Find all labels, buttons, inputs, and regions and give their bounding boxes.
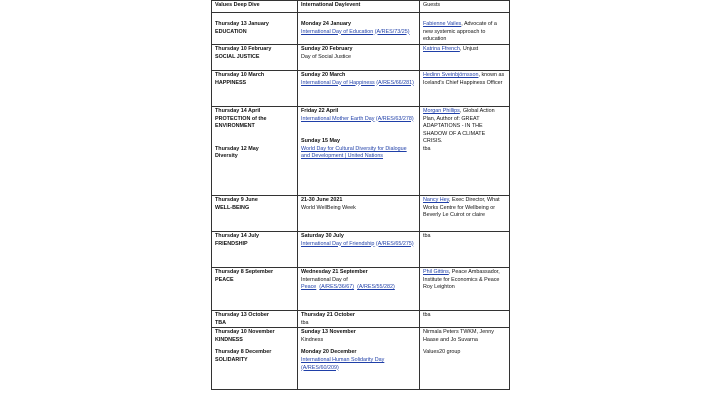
header-label: Values Deep Dive: [215, 2, 260, 8]
value-cell: [212, 71, 298, 107]
value-name: EDUCATION: [215, 28, 247, 35]
guest-link[interactable]: Katrina Ffrench: [423, 46, 460, 52]
day-cell: [298, 107, 420, 196]
resolution-link[interactable]: (A/RES/65/275): [375, 240, 414, 247]
day-link[interactable]: International Day of Friendship: [301, 240, 375, 247]
value-date: Thursday 10 February: [215, 46, 272, 52]
value-cell: [212, 196, 298, 232]
table-row: [212, 268, 510, 311]
guest-cell: [420, 107, 510, 196]
value-cell: [212, 45, 298, 71]
day-cell: [298, 232, 420, 268]
day-cell: [298, 196, 420, 232]
header-label: International Day/event: [301, 2, 361, 8]
day-date: 21-30 June 2021: [301, 197, 343, 203]
day-link[interactable]: International Human Solidarity Day: [301, 356, 385, 363]
value-date: Thursday 8 December: [215, 349, 272, 356]
value-cell: [212, 328, 298, 390]
value-name: PROTECTION of the ENVIRONMENT: [215, 115, 267, 130]
day-cell: [298, 268, 420, 311]
guest-text: , Advocate of a new systemic approach to education: [423, 21, 497, 43]
day-link[interactable]: International Day of Happiness: [301, 79, 375, 86]
day-date: Sunday 13 November: [301, 329, 356, 336]
table-row: [212, 13, 510, 45]
guest-cell: [420, 268, 510, 311]
value-cell: [212, 13, 298, 45]
resolution-link[interactable]: (A/RES/63/278): [375, 115, 414, 122]
value-cell: [212, 311, 298, 328]
header-international-day: [298, 1, 420, 13]
day-text: tba: [301, 319, 309, 326]
day-date: Sunday 20 February: [301, 46, 353, 52]
day-text: International Day of: [301, 276, 348, 283]
table-row: [212, 328, 510, 390]
day-text: Day of Social Justice: [301, 53, 352, 60]
value-name: KINDNESS: [215, 336, 243, 343]
header-values-deep-dive: [212, 1, 298, 13]
guest-text: tba: [423, 145, 431, 152]
day-text: World WellBeing Week: [301, 204, 356, 211]
day-cell: [298, 71, 420, 107]
guest-text: Beverly Le Cuirot or claire: [423, 212, 486, 219]
header-row: [212, 1, 510, 13]
day-date: Monday 24 January: [301, 21, 352, 27]
guest-link[interactable]: Nancy Hey: [423, 197, 449, 203]
guest-link[interactable]: Morgan Phillips: [423, 108, 460, 114]
day-link[interactable]: World Day for Cultural Diversity for Dialogue and Development | United Nations: [301, 145, 407, 160]
guest-cell: [420, 232, 510, 268]
resolution-link[interactable]: (A/RES/55/282): [357, 284, 395, 291]
value-name: Diversity: [215, 153, 238, 160]
guest-text: , Unjust: [459, 46, 479, 52]
value-name: PEACE: [215, 276, 234, 283]
day-text: Kindness: [301, 336, 324, 343]
value-date: Thursday 14 April: [215, 108, 261, 114]
guest-text: , known as Iceland's Chief Happiness Officer: [423, 72, 505, 86]
guest-text: Nirmala Peters TWKM, Jenny Haase and Jo Suvarna: [423, 329, 494, 343]
day-date: Thursday 21 October: [301, 312, 355, 318]
guest-cell: [420, 328, 510, 390]
day-date: Saturday 30 July: [301, 233, 344, 239]
day-cell: [298, 13, 420, 45]
value-date: Thursday 12 May: [215, 145, 259, 152]
day-link[interactable]: International Mother Earth Day: [301, 115, 375, 122]
guest-cell: [420, 311, 510, 328]
value-date: Thursday 10 March: [215, 72, 265, 78]
guest-cell: [420, 71, 510, 107]
table-row: [212, 107, 510, 196]
table-row: [212, 311, 510, 328]
day-cell: [298, 311, 420, 328]
value-name: SOCIAL JUSTICE: [215, 53, 260, 60]
value-name: WELL-BEING: [215, 204, 250, 211]
guest-link[interactable]: Hedinn Sveinbjörnsson: [423, 72, 479, 78]
value-name: TBA: [215, 319, 227, 326]
resolution-link[interactable]: (A/RES/60/209): [301, 364, 339, 371]
table-row: [212, 196, 510, 232]
schedule-table: [211, 0, 510, 390]
value-date: Thursday 13 January: [215, 21, 269, 27]
day-cell: [298, 328, 420, 390]
guest-text: , Global Action Plan, Author of: GREAT ADAPTATIONS - IN THE SHADOW OF A CLIMATE CRISIS.: [423, 108, 495, 145]
guest-cell: [420, 13, 510, 45]
day-date: Friday 22 April: [301, 108, 339, 114]
value-date: Thursday 9 June: [215, 197, 258, 203]
table-row: [212, 71, 510, 107]
value-date: Thursday 13 October: [215, 312, 269, 318]
guest-cell: [420, 196, 510, 232]
day-link[interactable]: Peace: [301, 284, 317, 291]
day-link[interactable]: International Day of Education: [301, 28, 374, 35]
value-date: Thursday 10 November: [215, 329, 275, 336]
value-name: FRIENDSHIP: [215, 240, 248, 247]
value-name: SOLIDARITY: [215, 356, 248, 363]
value-cell: [212, 232, 298, 268]
guest-text: , Exec Director, What Works Centre for Wellbeing or: [423, 197, 500, 211]
guest-link[interactable]: Fabienne Vailes: [423, 21, 462, 27]
resolution-link[interactable]: (A/RES/66/281): [376, 79, 414, 86]
day-date: Monday 20 December: [301, 349, 357, 356]
table-row: [212, 232, 510, 268]
day-cell: [298, 45, 420, 71]
schedule-document: [211, 0, 509, 390]
guest-text: Values20 group: [423, 349, 461, 356]
value-cell: [212, 268, 298, 311]
day-date: Sunday 20 March: [301, 72, 346, 78]
value-date: Thursday 14 July: [215, 233, 260, 239]
guest-cell: [420, 45, 510, 71]
value-cell: [212, 107, 298, 196]
guest-text: tba: [423, 312, 431, 318]
guest-text: , Peace Ambassador, Institute for Economics & Peace: [423, 269, 500, 283]
guest-link[interactable]: Phil Gittins: [423, 269, 449, 275]
day-date: Wednesday 21 September: [301, 269, 368, 275]
resolution-link[interactable]: (A/RES/36/67): [319, 284, 355, 291]
header-guests: [420, 1, 510, 13]
value-date: Thursday 8 September: [215, 269, 274, 275]
table-row: [212, 45, 510, 71]
guest-text: Roy Leighton: [423, 284, 455, 291]
header-label: Guests: [423, 2, 441, 8]
value-name: HAPPINESS: [215, 79, 247, 86]
day-date: Sunday 15 May: [301, 138, 340, 145]
guest-text: tba: [423, 233, 431, 239]
resolution-link[interactable]: (A/RES/73/25): [374, 28, 410, 35]
